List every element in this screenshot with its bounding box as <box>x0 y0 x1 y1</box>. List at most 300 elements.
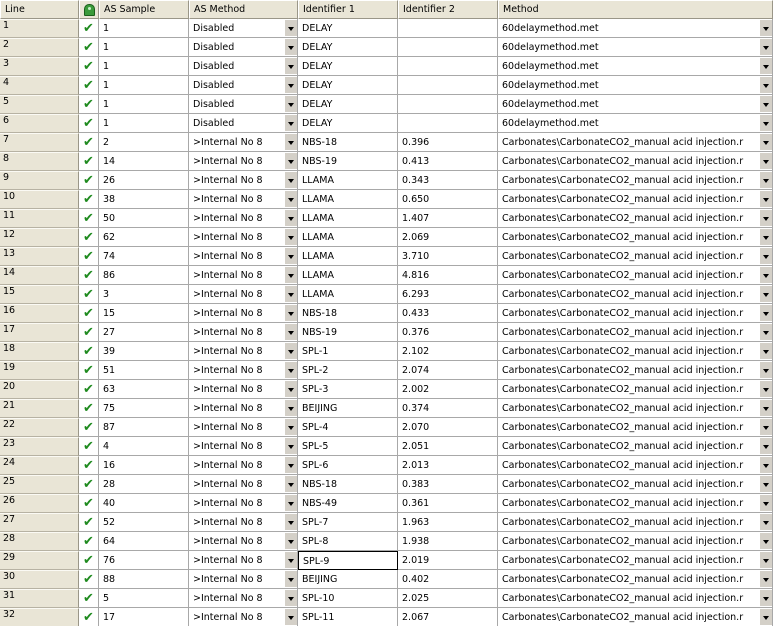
as-method-dropdown[interactable] <box>189 114 298 133</box>
method-dropdown[interactable] <box>498 304 773 323</box>
row-number[interactable]: 30 <box>0 570 79 589</box>
method-dropdown[interactable] <box>498 190 773 209</box>
as-sample-cell[interactable]: 75 <box>99 399 189 418</box>
chevron-down-icon[interactable] <box>759 552 772 568</box>
chevron-down-icon[interactable] <box>759 495 772 511</box>
row-status[interactable] <box>79 247 99 266</box>
row-number[interactable]: 11 <box>0 209 79 228</box>
as-method-dropdown[interactable] <box>189 76 298 95</box>
chevron-down-icon[interactable] <box>759 267 772 283</box>
method-dropdown[interactable] <box>498 323 773 342</box>
method-dropdown[interactable] <box>498 114 773 133</box>
row-status[interactable] <box>79 437 99 456</box>
identifier2-cell[interactable]: 2.002 <box>398 380 498 399</box>
as-method-dropdown[interactable] <box>189 342 298 361</box>
table-row[interactable] <box>0 76 773 95</box>
row-number[interactable]: 13 <box>0 247 79 266</box>
as-sample-cell[interactable]: 28 <box>99 475 189 494</box>
method-dropdown[interactable] <box>498 247 773 266</box>
as-method-dropdown[interactable] <box>189 513 298 532</box>
chevron-down-icon[interactable] <box>759 343 772 359</box>
identifier1-cell[interactable]: NBS-19 <box>298 323 398 342</box>
table-row[interactable] <box>0 418 773 437</box>
table-row[interactable] <box>0 266 773 285</box>
table-row[interactable] <box>0 589 773 608</box>
row-status[interactable] <box>79 171 99 190</box>
identifier2-cell[interactable] <box>398 95 498 114</box>
table-row[interactable] <box>0 304 773 323</box>
table-row[interactable] <box>0 399 773 418</box>
chevron-down-icon[interactable] <box>284 77 297 93</box>
table-row[interactable] <box>0 247 773 266</box>
as-sample-cell[interactable]: 87 <box>99 418 189 437</box>
method-dropdown[interactable] <box>498 494 773 513</box>
method-dropdown[interactable] <box>498 418 773 437</box>
chevron-down-icon[interactable] <box>284 381 297 397</box>
chevron-down-icon[interactable] <box>284 400 297 416</box>
table-row[interactable] <box>0 285 773 304</box>
method-dropdown[interactable] <box>498 513 773 532</box>
chevron-down-icon[interactable] <box>759 229 772 245</box>
identifier1-cell[interactable]: SPL-1 <box>298 342 398 361</box>
identifier2-cell[interactable] <box>398 38 498 57</box>
identifier2-cell[interactable] <box>398 114 498 133</box>
as-method-dropdown[interactable] <box>189 190 298 209</box>
method-dropdown[interactable] <box>498 361 773 380</box>
as-method-dropdown[interactable] <box>189 437 298 456</box>
chevron-down-icon[interactable] <box>284 229 297 245</box>
as-sample-cell[interactable]: 40 <box>99 494 189 513</box>
row-status[interactable] <box>79 266 99 285</box>
row-number[interactable]: 27 <box>0 513 79 532</box>
identifier2-cell[interactable] <box>398 76 498 95</box>
identifier2-cell[interactable]: 0.396 <box>398 133 498 152</box>
as-sample-cell[interactable]: 1 <box>99 57 189 76</box>
chevron-down-icon[interactable] <box>759 609 772 625</box>
row-status[interactable] <box>79 418 99 437</box>
identifier1-cell[interactable]: NBS-18 <box>298 475 398 494</box>
identifier2-cell[interactable]: 0.402 <box>398 570 498 589</box>
row-number[interactable]: 31 <box>0 589 79 608</box>
identifier2-cell[interactable]: 0.650 <box>398 190 498 209</box>
row-number[interactable]: 3 <box>0 57 79 76</box>
identifier1-cell[interactable]: SPL-2 <box>298 361 398 380</box>
as-method-dropdown[interactable] <box>189 247 298 266</box>
row-number[interactable]: 9 <box>0 171 79 190</box>
chevron-down-icon[interactable] <box>759 115 772 131</box>
as-method-dropdown[interactable] <box>189 551 298 570</box>
row-number[interactable]: 16 <box>0 304 79 323</box>
as-method-dropdown[interactable] <box>189 171 298 190</box>
as-method-dropdown[interactable] <box>189 19 298 38</box>
identifier1-cell[interactable]: SPL-8 <box>298 532 398 551</box>
identifier2-cell[interactable]: 2.070 <box>398 418 498 437</box>
chevron-down-icon[interactable] <box>284 438 297 454</box>
row-number[interactable]: 26 <box>0 494 79 513</box>
identifier1-cell[interactable]: LLAMA <box>298 285 398 304</box>
as-method-dropdown[interactable] <box>189 361 298 380</box>
method-dropdown[interactable] <box>498 456 773 475</box>
method-dropdown[interactable] <box>498 57 773 76</box>
as-method-dropdown[interactable] <box>189 475 298 494</box>
identifier2-cell[interactable] <box>398 57 498 76</box>
row-number[interactable]: 29 <box>0 551 79 570</box>
method-dropdown[interactable] <box>498 608 773 626</box>
table-row[interactable] <box>0 380 773 399</box>
as-method-dropdown[interactable] <box>189 57 298 76</box>
identifier1-cell[interactable]: NBS-18 <box>298 133 398 152</box>
chevron-down-icon[interactable] <box>759 20 772 36</box>
row-status[interactable] <box>79 570 99 589</box>
chevron-down-icon[interactable] <box>759 210 772 226</box>
row-status[interactable] <box>79 513 99 532</box>
as-method-dropdown[interactable] <box>189 399 298 418</box>
chevron-down-icon[interactable] <box>759 324 772 340</box>
identifier1-cell[interactable]: DELAY <box>298 95 398 114</box>
table-row[interactable] <box>0 133 773 152</box>
row-status[interactable] <box>79 494 99 513</box>
table-row[interactable] <box>0 494 773 513</box>
identifier2-cell[interactable]: 2.102 <box>398 342 498 361</box>
identifier1-cell[interactable]: DELAY <box>298 76 398 95</box>
chevron-down-icon[interactable] <box>284 20 297 36</box>
row-number[interactable]: 15 <box>0 285 79 304</box>
row-number[interactable]: 4 <box>0 76 79 95</box>
identifier2-cell[interactable]: 2.025 <box>398 589 498 608</box>
chevron-down-icon[interactable] <box>284 115 297 131</box>
chevron-down-icon[interactable] <box>759 248 772 264</box>
identifier1-cell[interactable]: LLAMA <box>298 228 398 247</box>
as-sample-cell[interactable]: 14 <box>99 152 189 171</box>
method-dropdown[interactable] <box>498 342 773 361</box>
identifier1-cell[interactable]: BEIJING <box>298 570 398 589</box>
row-number[interactable]: 10 <box>0 190 79 209</box>
as-method-dropdown[interactable] <box>189 152 298 171</box>
identifier2-cell[interactable]: 0.383 <box>398 475 498 494</box>
chevron-down-icon[interactable] <box>759 96 772 112</box>
as-sample-cell[interactable]: 86 <box>99 266 189 285</box>
col-header-status[interactable] <box>79 0 99 19</box>
table-row[interactable] <box>0 361 773 380</box>
table-row[interactable] <box>0 38 773 57</box>
table-row[interactable] <box>0 551 773 570</box>
row-number[interactable]: 18 <box>0 342 79 361</box>
method-dropdown[interactable] <box>498 19 773 38</box>
row-number[interactable]: 14 <box>0 266 79 285</box>
identifier2-cell[interactable]: 1.407 <box>398 209 498 228</box>
chevron-down-icon[interactable] <box>759 438 772 454</box>
as-sample-cell[interactable]: 1 <box>99 114 189 133</box>
as-sample-cell[interactable]: 38 <box>99 190 189 209</box>
chevron-down-icon[interactable] <box>284 609 297 625</box>
as-method-dropdown[interactable] <box>189 95 298 114</box>
identifier1-cell[interactable]: LLAMA <box>298 171 398 190</box>
method-dropdown[interactable] <box>498 532 773 551</box>
as-sample-cell[interactable]: 1 <box>99 76 189 95</box>
as-method-dropdown[interactable] <box>189 304 298 323</box>
as-sample-cell[interactable]: 76 <box>99 551 189 570</box>
as-method-dropdown[interactable] <box>189 380 298 399</box>
method-dropdown[interactable] <box>498 570 773 589</box>
identifier1-cell[interactable]: NBS-19 <box>298 152 398 171</box>
identifier1-cell[interactable]: SPL-6 <box>298 456 398 475</box>
identifier2-cell[interactable]: 2.019 <box>398 551 498 570</box>
chevron-down-icon[interactable] <box>284 286 297 302</box>
table-row[interactable] <box>0 190 773 209</box>
row-number[interactable]: 24 <box>0 456 79 475</box>
chevron-down-icon[interactable] <box>284 39 297 55</box>
chevron-down-icon[interactable] <box>759 476 772 492</box>
as-sample-cell[interactable]: 5 <box>99 589 189 608</box>
table-row[interactable] <box>0 19 773 38</box>
chevron-down-icon[interactable] <box>284 248 297 264</box>
as-method-dropdown[interactable] <box>189 532 298 551</box>
as-sample-cell[interactable]: 50 <box>99 209 189 228</box>
as-sample-cell[interactable]: 2 <box>99 133 189 152</box>
row-number[interactable]: 12 <box>0 228 79 247</box>
method-dropdown[interactable] <box>498 285 773 304</box>
identifier1-cell[interactable]: LLAMA <box>298 266 398 285</box>
table-row[interactable] <box>0 570 773 589</box>
chevron-down-icon[interactable] <box>284 153 297 169</box>
identifier1-cell[interactable]: NBS-49 <box>298 494 398 513</box>
as-method-dropdown[interactable] <box>189 266 298 285</box>
identifier1-cell[interactable]: LLAMA <box>298 190 398 209</box>
chevron-down-icon[interactable] <box>284 305 297 321</box>
chevron-down-icon[interactable] <box>759 381 772 397</box>
identifier1-cell[interactable]: DELAY <box>298 114 398 133</box>
as-method-dropdown[interactable] <box>189 38 298 57</box>
as-sample-cell[interactable]: 27 <box>99 323 189 342</box>
chevron-down-icon[interactable] <box>284 590 297 606</box>
identifier1-cell[interactable]: DELAY <box>298 38 398 57</box>
method-dropdown[interactable] <box>498 380 773 399</box>
identifier2-cell[interactable]: 2.074 <box>398 361 498 380</box>
table-row[interactable] <box>0 323 773 342</box>
as-sample-cell[interactable]: 64 <box>99 532 189 551</box>
chevron-down-icon[interactable] <box>759 134 772 150</box>
chevron-down-icon[interactable] <box>759 39 772 55</box>
method-dropdown[interactable] <box>498 152 773 171</box>
identifier1-cell[interactable]: DELAY <box>298 57 398 76</box>
identifier2-cell[interactable] <box>398 19 498 38</box>
method-dropdown[interactable] <box>498 171 773 190</box>
as-method-dropdown[interactable] <box>189 209 298 228</box>
identifier2-cell[interactable]: 0.433 <box>398 304 498 323</box>
as-sample-cell[interactable]: 51 <box>99 361 189 380</box>
table-row[interactable] <box>0 57 773 76</box>
identifier2-cell[interactable]: 6.293 <box>398 285 498 304</box>
chevron-down-icon[interactable] <box>759 514 772 530</box>
identifier2-cell[interactable]: 1.963 <box>398 513 498 532</box>
row-number[interactable]: 32 <box>0 608 79 626</box>
row-status[interactable] <box>79 228 99 247</box>
as-sample-cell[interactable]: 88 <box>99 570 189 589</box>
as-sample-cell[interactable]: 1 <box>99 19 189 38</box>
table-row[interactable] <box>0 456 773 475</box>
row-status[interactable] <box>79 285 99 304</box>
identifier1-cell[interactable]: SPL-10 <box>298 589 398 608</box>
row-status[interactable] <box>79 304 99 323</box>
row-status[interactable] <box>79 95 99 114</box>
row-number[interactable]: 6 <box>0 114 79 133</box>
chevron-down-icon[interactable] <box>284 343 297 359</box>
row-status[interactable] <box>79 190 99 209</box>
chevron-down-icon[interactable] <box>284 533 297 549</box>
as-sample-cell[interactable]: 74 <box>99 247 189 266</box>
row-status[interactable] <box>79 475 99 494</box>
identifier2-cell[interactable]: 2.069 <box>398 228 498 247</box>
method-dropdown[interactable] <box>498 228 773 247</box>
chevron-down-icon[interactable] <box>284 267 297 283</box>
method-dropdown[interactable] <box>498 95 773 114</box>
row-number[interactable]: 21 <box>0 399 79 418</box>
chevron-down-icon[interactable] <box>284 476 297 492</box>
row-status[interactable] <box>79 57 99 76</box>
row-number[interactable]: 25 <box>0 475 79 494</box>
row-status[interactable] <box>79 19 99 38</box>
col-header-method[interactable]: Method <box>498 0 773 19</box>
as-method-dropdown[interactable] <box>189 323 298 342</box>
method-dropdown[interactable] <box>498 76 773 95</box>
chevron-down-icon[interactable] <box>759 77 772 93</box>
as-method-dropdown[interactable] <box>189 456 298 475</box>
as-sample-cell[interactable]: 62 <box>99 228 189 247</box>
row-status[interactable] <box>79 399 99 418</box>
row-status[interactable] <box>79 38 99 57</box>
chevron-down-icon[interactable] <box>284 210 297 226</box>
method-dropdown[interactable] <box>498 589 773 608</box>
as-sample-cell[interactable]: 17 <box>99 608 189 626</box>
as-method-dropdown[interactable] <box>189 285 298 304</box>
chevron-down-icon[interactable] <box>284 419 297 435</box>
chevron-down-icon[interactable] <box>284 571 297 587</box>
table-row[interactable] <box>0 171 773 190</box>
as-method-dropdown[interactable] <box>189 228 298 247</box>
row-status[interactable] <box>79 76 99 95</box>
row-number[interactable]: 2 <box>0 38 79 57</box>
table-row[interactable] <box>0 437 773 456</box>
table-row[interactable] <box>0 532 773 551</box>
chevron-down-icon[interactable] <box>284 96 297 112</box>
row-number[interactable]: 28 <box>0 532 79 551</box>
col-header-as-sample[interactable]: AS Sample <box>99 0 189 19</box>
row-number[interactable]: 1 <box>0 19 79 38</box>
chevron-down-icon[interactable] <box>759 172 772 188</box>
as-sample-cell[interactable]: 4 <box>99 437 189 456</box>
method-dropdown[interactable] <box>498 133 773 152</box>
table-row[interactable] <box>0 209 773 228</box>
identifier2-cell[interactable]: 0.413 <box>398 152 498 171</box>
row-status[interactable] <box>79 456 99 475</box>
identifier1-cell[interactable]: LLAMA <box>298 209 398 228</box>
row-status[interactable] <box>79 342 99 361</box>
table-row[interactable] <box>0 475 773 494</box>
as-sample-cell[interactable]: 39 <box>99 342 189 361</box>
as-sample-cell[interactable]: 16 <box>99 456 189 475</box>
chevron-down-icon[interactable] <box>759 58 772 74</box>
method-dropdown[interactable] <box>498 475 773 494</box>
row-status[interactable] <box>79 608 99 626</box>
identifier1-cell[interactable]: SPL-5 <box>298 437 398 456</box>
chevron-down-icon[interactable] <box>759 533 772 549</box>
identifier2-cell[interactable]: 2.013 <box>398 456 498 475</box>
table-row[interactable] <box>0 342 773 361</box>
chevron-down-icon[interactable] <box>759 400 772 416</box>
row-status[interactable] <box>79 152 99 171</box>
identifier2-cell[interactable]: 2.051 <box>398 437 498 456</box>
method-dropdown[interactable] <box>498 551 773 570</box>
row-number[interactable]: 8 <box>0 152 79 171</box>
as-sample-cell[interactable]: 1 <box>99 38 189 57</box>
chevron-down-icon[interactable] <box>284 324 297 340</box>
row-number[interactable]: 7 <box>0 133 79 152</box>
row-status[interactable] <box>79 589 99 608</box>
row-status[interactable] <box>79 209 99 228</box>
table-row[interactable] <box>0 152 773 171</box>
chevron-down-icon[interactable] <box>759 305 772 321</box>
row-status[interactable] <box>79 133 99 152</box>
identifier2-cell[interactable]: 1.938 <box>398 532 498 551</box>
col-header-line[interactable]: Line <box>0 0 79 19</box>
identifier1-cell[interactable]: SPL-11 <box>298 608 398 626</box>
chevron-down-icon[interactable] <box>759 571 772 587</box>
as-method-dropdown[interactable] <box>189 133 298 152</box>
as-method-dropdown[interactable] <box>189 418 298 437</box>
col-header-identifier2[interactable]: Identifier 2 <box>398 0 498 19</box>
row-status[interactable] <box>79 361 99 380</box>
row-status[interactable] <box>79 114 99 133</box>
table-row[interactable] <box>0 114 773 133</box>
chevron-down-icon[interactable] <box>759 419 772 435</box>
identifier2-cell[interactable]: 3.710 <box>398 247 498 266</box>
identifier2-cell[interactable]: 2.067 <box>398 608 498 626</box>
identifier1-cell[interactable]: LLAMA <box>298 247 398 266</box>
method-dropdown[interactable] <box>498 266 773 285</box>
chevron-down-icon[interactable] <box>284 552 297 568</box>
as-sample-cell[interactable]: 26 <box>99 171 189 190</box>
row-number[interactable]: 19 <box>0 361 79 380</box>
row-status[interactable] <box>79 551 99 570</box>
chevron-down-icon[interactable] <box>284 457 297 473</box>
chevron-down-icon[interactable] <box>759 590 772 606</box>
chevron-down-icon[interactable] <box>759 362 772 378</box>
table-row[interactable] <box>0 513 773 532</box>
as-method-dropdown[interactable] <box>189 589 298 608</box>
identifier2-cell[interactable]: 0.376 <box>398 323 498 342</box>
identifier1-cell[interactable]: SPL-3 <box>298 380 398 399</box>
row-status[interactable] <box>79 532 99 551</box>
as-method-dropdown[interactable] <box>189 570 298 589</box>
identifier2-cell[interactable]: 0.343 <box>398 171 498 190</box>
identifier1-cell[interactable]: BEIJING <box>298 399 398 418</box>
as-sample-cell[interactable]: 52 <box>99 513 189 532</box>
identifier1-cell[interactable]: SPL-7 <box>298 513 398 532</box>
as-sample-cell[interactable]: 15 <box>99 304 189 323</box>
as-sample-cell[interactable]: 63 <box>99 380 189 399</box>
as-sample-cell[interactable]: 3 <box>99 285 189 304</box>
chevron-down-icon[interactable] <box>284 362 297 378</box>
row-status[interactable] <box>79 323 99 342</box>
chevron-down-icon[interactable] <box>759 457 772 473</box>
row-number[interactable]: 22 <box>0 418 79 437</box>
chevron-down-icon[interactable] <box>759 286 772 302</box>
chevron-down-icon[interactable] <box>284 495 297 511</box>
chevron-down-icon[interactable] <box>284 172 297 188</box>
row-number[interactable]: 23 <box>0 437 79 456</box>
chevron-down-icon[interactable] <box>759 153 772 169</box>
method-dropdown[interactable] <box>498 437 773 456</box>
